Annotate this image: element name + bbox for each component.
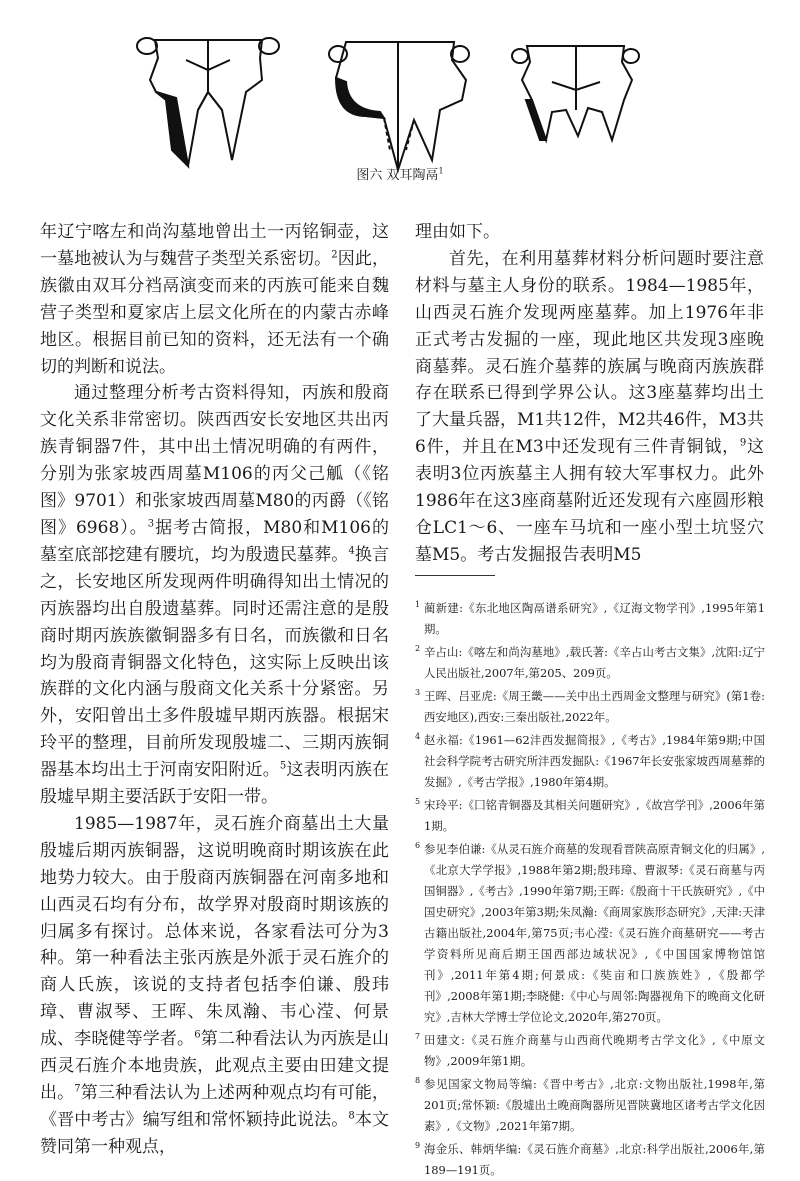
paragraph: [40, 811, 389, 1161]
footnote-text: 蔺新建:《东北地区陶鬲谱系研究》,《辽海文物学刊》,1995年第1期。: [424, 601, 765, 636]
footnote-number: 9: [415, 1141, 421, 1150]
footnote-reference: 4: [348, 545, 355, 557]
figure-caption-text: 图六 双耳陶鬲: [356, 168, 439, 183]
footnote-text: 田建文:《灵石旌介商墓与山西商代晚期考古学文化》,《中原文物》,2009年第1期。: [424, 1033, 765, 1068]
footnote: [415, 795, 765, 837]
footnote: [415, 839, 765, 1028]
paragraph: [415, 246, 764, 569]
footnote-number: 7: [415, 1032, 421, 1041]
left-text-column: [40, 219, 390, 1157]
paragraph-text: 通过整理分析考古资料得知，丙族和殷商文化关系非常密切。陕西西安长安地区共出丙族青铜器7件，其中出土情况明确的有两件，分别为张家坡西周墓M106的丙父己觚（《铭图》9701）和张家坡西周墓M80的丙爵（《铭图》6968）。: [40, 383, 389, 538]
footnote-text: 海金乐、韩炳华编:《灵石旌介商墓》,北京:科学出版社,2006年,第189—191页。: [424, 1142, 765, 1177]
footnote-text: 王晖、吕亚虎:《周王畿——关中出土西周金文整理与研究》(第1卷:西安地区),西安:三秦出版社,2022年。: [424, 689, 765, 724]
footnote-text: 宋玲平:《囗铭青铜器及其相关问题研究》,《故宫学刊》,2006年第1期。: [424, 798, 765, 833]
footnote-reference: 2: [331, 249, 338, 261]
paragraph-text: 这表明3位丙族墓主人拥有较大军事权力。此外1986年在这3座商墓附近还发现有六座圆形粮仓LC1～6、一座车马坑和一座小型土坑竖穴墓M5。考古发掘报告表明M5: [415, 437, 765, 565]
vessel-2-drawing: [329, 42, 469, 170]
footnote-reference: 3: [147, 518, 155, 530]
vessel-3-drawing: [512, 46, 639, 140]
footnote-number: 1: [415, 600, 421, 609]
paragraph-text: 换言之，长安地区所发现两件明确得知出土情况的丙族器均出自殷遗墓葬。同时还需注意的是殷商时期丙族族徽铜器多有日名，而族徽和日名均为殷商青铜器文化特色，这实际上反映出该族群的文化内涵与殷商文化关系十分紧密。另外，安阳曾出土多件殷墟早期丙族器。根据宋玲平的整理，目前所发现殷墟二、三期丙族铜器基本均出土于河南安阳附近。: [40, 544, 390, 781]
figure-double-handled-li: [0, 0, 800, 200]
figure-caption-note: 1: [438, 166, 444, 176]
footnote-reference: 5: [279, 760, 287, 772]
footnote: [415, 1139, 765, 1181]
footnote: [415, 686, 765, 728]
footnote: [415, 1030, 765, 1072]
paragraph-text: 1985—1987年，灵石旌介商墓出土大量殷墟后期丙族铜器，这说明晚商时期该族在此地势力较大。由于殷商丙族铜器在河南多地和山西灵石均有分布，故学界对殷商时期该族的归属多有探讨。总体来说，各家看法可分为3种。第一种看法主张丙族是外派于灵石旌介的商人氏族，该说的支持者包括李伯谦、殷玮璋、曹淑琴、王晖、朱凤瀚、韦心滢、何景成、李晓健等学者。: [40, 813, 389, 1050]
footnote: [415, 730, 765, 793]
paragraph-text: 据考古简报，M80和M106的墓室底部挖建有腰坑，均为殷遗民墓葬。: [40, 517, 389, 565]
paragraph-text: 第三种看法认为上述两种观点均有可能，《晋中考古》编写组和常怀颖持此说法。: [40, 1083, 390, 1130]
footnote-number: 5: [415, 797, 421, 806]
footnote-text: 赵永福:《1961—62沣西发掘简报》,《考古》,1984年第9期;中国社会科学院考古研究所沣西发掘队:《1967年长安张家坡西周墓葬的发掘》,《考古学报》,1980年第4期。: [424, 733, 765, 789]
footnotes-section: [415, 598, 765, 1177]
footnote-reference: 8: [348, 1110, 355, 1122]
paragraph: [415, 219, 764, 246]
paragraph-text: 本文赞同第一种观点，: [40, 1109, 390, 1157]
footnote-reference: 9: [739, 437, 747, 449]
footnote: [415, 642, 765, 684]
paragraph-text: 这表明丙族在殷墟早期主要活跃于安阳一带。: [40, 760, 390, 808]
paragraph-text: 因此，族徽由双耳分裆鬲演变而来的丙族可能来自魏营子类型和夏家店上层文化所在的内蒙古赤峰地区。根据目前已知的资料，还无法有一个确切的判断和说法。: [40, 248, 390, 377]
footnote-text: 参见李伯谦:《从灵石旌介商墓的发现看晋陕高原青铜文化的归属》,《北京大学学报》,1988年第2期;殷玮璋、曹淑琴:《灵石商墓与丙国铜器》,《考古》,1990年第7期;王晖:《殷商十干氏族研究》,《中国史研究》,2003年第3期;朱凤瀚:《商周家族形态研究》,天津:天津古籍出版社,2004年,第75页;韦心滢:《灵石旌介商墓研究——考古学资料所见商后期王国西部边域状况》,《中国国家博物馆馆刊》,2011年第4期;何景成:《奘亩和囗族族姓》,《殷都学刊》,2008年第1期;李晓健:《中心与周邻:陶器视角下的晚商文化研究》,吉林大学博士学位论文,2020年,第270页。: [424, 842, 765, 1024]
footnote-divider: [415, 575, 495, 576]
footnote-number: 8: [415, 1076, 421, 1085]
footnote: [415, 1074, 765, 1137]
paragraph: [40, 380, 389, 811]
footnote-number: 3: [415, 688, 421, 697]
paragraph: [40, 219, 389, 380]
paragraph-text: 理由如下。: [415, 222, 500, 242]
footnote-number: 2: [415, 644, 421, 653]
footnote-number: 6: [415, 841, 421, 850]
footnote-text: 辛占山:《喀左和尚沟墓地》,载氏著:《辛占山考古文集》,沈阳:辽宁人民出版社,2007年,第205、209页。: [424, 645, 765, 680]
paragraph-text: 首先，在利用墓葬材料分析问题时要注意材料与墓主人身份的联系。1984—1985年，山西灵石旌介发现两座墓葬。加上1976年非正式考古发掘的一座，现此地区共发现3座晚商墓葬。灵石旌介墓葬的族属与晚商丙族族群存在联系已得到学界公认。这3座墓葬均出土了大量兵器，M1共12件，M2共46件，M3共6件，并且在M3中还发现有三件青铜钺，: [415, 248, 764, 458]
footnote: [415, 598, 765, 640]
footnote-number: 4: [415, 732, 421, 741]
vessel-1-drawing: [137, 38, 279, 166]
paragraph-text: 年辽宁喀左和尚沟墓地曾出土一丙铭铜壶，这一墓地被认为与魏营子类型关系密切。: [40, 222, 389, 269]
footnote-reference: 7: [74, 1083, 81, 1095]
right-text-column: [415, 219, 765, 565]
paragraph-text: 第二种看法认为丙族是山西灵石旌介本地贵族，此观点主要由田建文提出。: [40, 1029, 390, 1103]
figure-caption: [0, 164, 800, 183]
footnote-reference: 6: [194, 1029, 201, 1041]
footnote-text: 参见国家文物局等编:《晋中考古》,北京:文物出版社,1998年,第201页;常怀颖:《殷墟出土晚商陶器所见晋陕冀地区诸考古学文化因素》,《文物》,2021年第7期。: [424, 1077, 765, 1133]
